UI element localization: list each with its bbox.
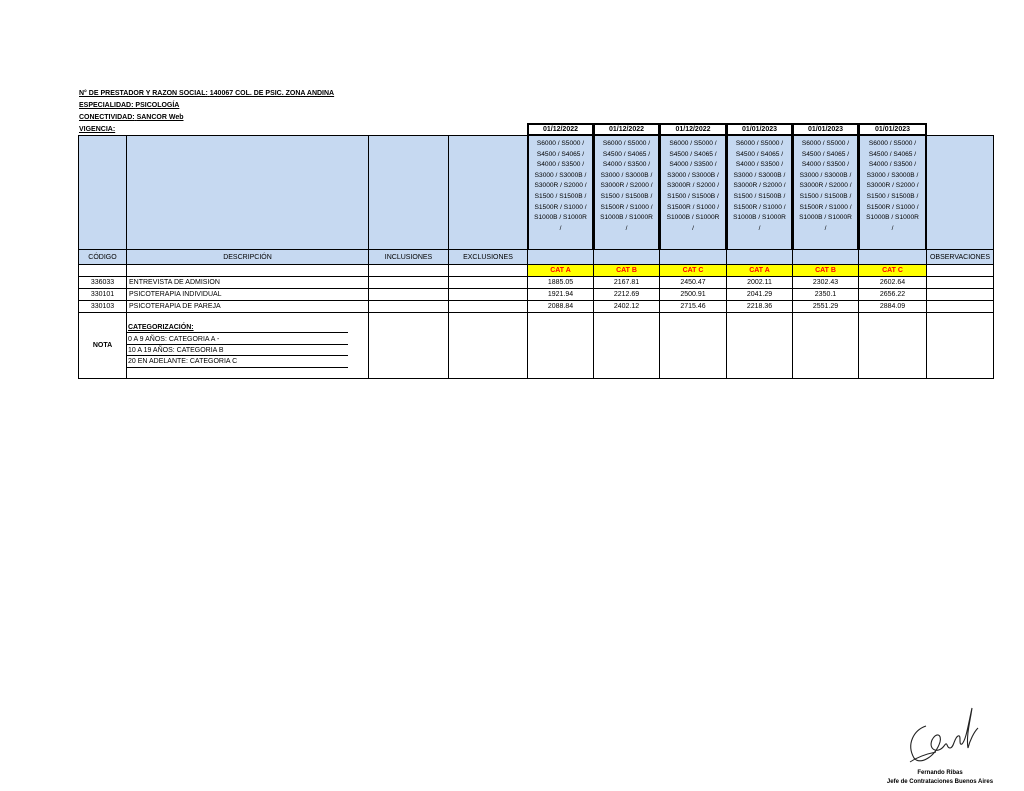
row-value: 2002.11: [726, 276, 793, 289]
plan-line: S1000B / S1000R: [534, 214, 587, 222]
column-header-descripcion: DESCRIPCIÓN: [126, 249, 369, 265]
nota-blank-cell: [527, 312, 594, 379]
nota-blank-cell: [792, 312, 859, 379]
date-cell: 01/01/2023: [792, 123, 859, 136]
plan-line: S1000B / S1000R: [600, 214, 653, 222]
plan-line: S4000 / S3500 /: [801, 161, 850, 169]
blank-header-cell: [792, 249, 859, 265]
plan-line: /: [891, 224, 894, 232]
row-code: 330103: [78, 300, 127, 313]
plan-line: S1500 / S1500B /: [866, 192, 919, 200]
category-cell: CAT A: [726, 264, 793, 277]
nota-label: NOTA: [78, 312, 127, 379]
category-cell: CAT B: [593, 264, 660, 277]
plans-cell: [527, 135, 594, 250]
plans-cell: [858, 135, 927, 250]
plan-line: /: [625, 224, 628, 232]
row-value: 2656.22: [858, 288, 927, 301]
plan-line: S4000 / S3500 /: [868, 161, 917, 169]
date-cell: 01/01/2023: [726, 123, 793, 136]
plans-cell: [792, 135, 859, 250]
plan-line: S6000 / S5000 /: [602, 140, 651, 147]
nota-blank-cell: [858, 312, 927, 379]
plan-line: S3000 / S3000B /: [600, 171, 653, 179]
column-header-exclusiones: EXCLUSIONES: [448, 249, 528, 265]
plan-line: S3000R / S2000 /: [600, 182, 653, 190]
vigencia-label: VIGENCIA:: [79, 126, 116, 133]
blank-header-cell: [368, 135, 449, 250]
signature-image: [896, 696, 986, 768]
blank-header-cell: [858, 249, 927, 265]
plans-cell: [593, 135, 660, 250]
plan-line: S1000B / S1000R: [733, 214, 786, 222]
plan-line: S6000 / S5000 /: [669, 140, 717, 147]
plan-line: S1500R / S1000 /: [866, 203, 919, 211]
blank-header-cell: [78, 135, 127, 250]
date-cell: 01/12/2022: [527, 123, 594, 136]
plan-line: S4000 / S3500 /: [536, 161, 585, 169]
row-value: 2884.09: [858, 300, 927, 313]
plan-line: S1000B / S1000R: [666, 214, 720, 222]
plan-line: S3000R / S2000 /: [666, 182, 720, 190]
plan-line: S4500 / S4065 /: [801, 150, 850, 158]
nota-line-divider: [126, 355, 348, 356]
plan-line: S1500R / S1000 /: [600, 203, 653, 211]
nota-line: 0 A 9 AÑOS: CATEGORIA A -: [128, 336, 220, 343]
category-cell: CAT C: [858, 264, 927, 277]
plan-line: S1500 / S1500B /: [799, 192, 852, 200]
row-value: 2088.84: [527, 300, 594, 313]
conectividad-line: [79, 113, 184, 122]
nota-line: 10 A 19 AÑOS: CATEGORIA B: [128, 347, 224, 354]
plan-line: S6000 / S5000 /: [735, 140, 784, 147]
plan-line: /: [559, 224, 562, 232]
nota-line-divider: [126, 367, 348, 368]
row-value: 2551.29: [792, 300, 859, 313]
plan-line: S4000 / S3500 /: [602, 161, 651, 169]
plans-cell: [726, 135, 793, 250]
especialidad-label: ESPECIALIDAD:: [79, 102, 134, 109]
nota-line-divider: [126, 344, 348, 345]
plan-line: S4500 / S4065 /: [868, 150, 917, 158]
plan-line: /: [692, 224, 694, 232]
date-cell: 01/12/2022: [659, 123, 727, 136]
nota-line-divider: [126, 332, 348, 333]
prestador-label: N° DE PRESTADOR Y RAZON SOCIAL:: [79, 90, 208, 97]
row-value: 2402.12: [593, 300, 660, 313]
row-value: 2212.69: [593, 288, 660, 301]
blank-header-cell: [593, 249, 660, 265]
row-value: 2167.81: [593, 276, 660, 289]
plan-line: S1500 / S1500B /: [733, 192, 786, 200]
especialidad-value: PSICOLOGÍA: [135, 102, 180, 109]
blank-header-cell: [926, 135, 994, 250]
plan-line: /: [758, 224, 761, 232]
row-value: 2715.46: [659, 300, 727, 313]
prestador-value: 140067 COL. DE PSIC. ZONA ANDINA: [209, 90, 335, 97]
row-value: 2500.91: [659, 288, 727, 301]
row-value: 1885.05: [527, 276, 594, 289]
plan-line: S3000 / S3000B /: [799, 171, 852, 179]
blank-header-cell: [659, 249, 727, 265]
plan-line: S1000B / S1000R: [866, 214, 919, 222]
conectividad-value: SANCOR Web: [136, 114, 184, 121]
row-description: PSICOTERAPIA DE PAREJA: [126, 300, 369, 313]
plan-line: S6000 / S5000 /: [868, 140, 917, 147]
plan-line: S1000B / S1000R: [799, 214, 852, 222]
blank-header-cell: [726, 249, 793, 265]
row-value: 2350.1: [792, 288, 859, 301]
plan-line: S4000 / S3500 /: [735, 161, 784, 169]
category-cell: CAT A: [527, 264, 594, 277]
vigencia-line: [79, 125, 115, 134]
plan-line: S3000R / S2000 /: [733, 182, 786, 190]
plan-line: S1500R / S1000 /: [733, 203, 786, 211]
nota-blank-cell: [448, 312, 528, 379]
plan-line: S4500 / S4065 /: [735, 150, 784, 158]
plan-line: S4500 / S4065 /: [602, 150, 651, 158]
plan-line: S3000R / S2000 /: [866, 182, 919, 190]
row-value: 2302.43: [792, 276, 859, 289]
plan-line: S1500 / S1500B /: [600, 192, 653, 200]
nota-line: 20 EN ADELANTE: CATEGORIA C: [128, 358, 238, 365]
plan-line: S4000 / S3500 /: [669, 161, 717, 169]
plan-line: S3000R / S2000 /: [799, 182, 852, 190]
blank-header-cell: [448, 135, 528, 250]
plan-line: S1500R / S1000 /: [666, 203, 720, 211]
column-header-observaciones: OBSERVACIONES: [926, 249, 994, 265]
column-header-codigo: CÓDIGO: [78, 249, 127, 265]
row-value: 2602.64: [858, 276, 927, 289]
nota-line: CATEGORIZACIÓN:: [128, 324, 194, 331]
row-code: 330101: [78, 288, 127, 301]
nota-blank-cell: [368, 312, 449, 379]
signature-name: Fernando Ribas: [917, 770, 963, 776]
conectividad-label: CONECTIVIDAD:: [79, 114, 135, 121]
nota-blank-cell: [593, 312, 660, 379]
column-header-inclusiones: INCLUSIONES: [368, 249, 449, 265]
signature-title: Jefe de Contrataciones Buenos Aires: [886, 779, 994, 785]
row-code: 336033: [78, 276, 127, 289]
plan-line: S3000 / S3000B /: [534, 171, 587, 179]
nota-blank-cell: [926, 312, 994, 379]
especialidad-line: [79, 101, 179, 110]
row-value: 1921.94: [527, 288, 594, 301]
plan-line: S1500R / S1000 /: [799, 203, 852, 211]
plan-line: S1500 / S1500B /: [667, 192, 719, 200]
row-description: ENTREVISTA DE ADMISION: [126, 276, 369, 289]
blank-header-cell: [527, 249, 594, 265]
plan-line: S3000 / S3000B /: [667, 171, 719, 179]
date-cell: 01/01/2023: [858, 123, 927, 136]
row-description: PSICOTERAPIA INDIVIDUAL: [126, 288, 369, 301]
category-cell: CAT C: [659, 264, 727, 277]
plan-line: S3000 / S3000B /: [733, 171, 786, 179]
plan-line: S3000 / S3000B /: [866, 171, 919, 179]
row-value: 2450.47: [659, 276, 727, 289]
category-cell: CAT B: [792, 264, 859, 277]
plan-line: S1500 / S1500B /: [534, 192, 587, 200]
plan-line: S3000R / S2000 /: [534, 182, 587, 190]
plans-cell: [659, 135, 727, 250]
nota-blank-cell: [726, 312, 793, 379]
blank-header-cell: [126, 135, 369, 250]
plan-line: S4500 / S4065 /: [669, 150, 717, 158]
plan-line: S4500 / S4065 /: [536, 150, 585, 158]
plan-line: S6000 / S5000 /: [801, 140, 850, 147]
date-cell: 01/12/2022: [593, 123, 660, 136]
row-value: 2218.36: [726, 300, 793, 313]
prestador-line: [79, 89, 334, 98]
nota-blank-cell: [659, 312, 727, 379]
plan-line: S1500R / S1000 /: [534, 203, 587, 211]
plan-line: S6000 / S5000 /: [536, 140, 585, 147]
plan-line: /: [824, 224, 827, 232]
row-value: 2041.29: [726, 288, 793, 301]
